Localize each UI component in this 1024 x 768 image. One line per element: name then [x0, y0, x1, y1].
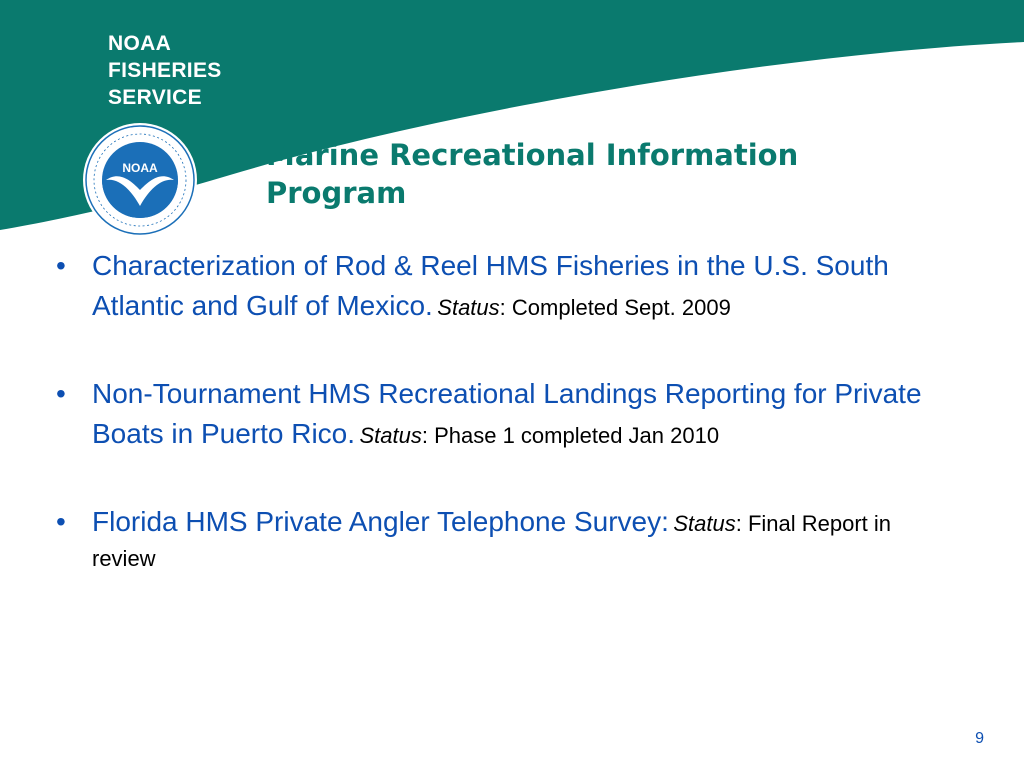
bullet-list — [56, 246, 936, 576]
status-label: Status — [437, 295, 500, 320]
status-label: Status — [673, 511, 736, 536]
status-label: Status — [359, 423, 422, 448]
status-value: : Completed Sept. 2009 — [499, 295, 731, 320]
bullet-text: Non-Tournament HMS Recreational Landings Reporting for Private Boats in Puerto Rico. — [92, 378, 922, 449]
bullet-status — [359, 423, 719, 448]
noaa-fisheries-logo-text — [108, 30, 222, 111]
bullet-marker: • — [56, 250, 66, 281]
brand-line-fisheries: FISHERIES — [108, 59, 222, 82]
status-value: : Phase 1 completed Jan 2010 — [421, 423, 720, 448]
bullet-marker: • — [56, 378, 66, 409]
status-value: : Final Report in review — [92, 511, 892, 571]
brand-line-noaa: NOAA — [108, 32, 172, 55]
bullet-text: Characterization of Rod & Reel HMS Fisheries in the U.S. South Atlantic and Gulf of Mexico. — [92, 250, 889, 321]
slide-title: Marine Recreational Information Program — [266, 138, 799, 210]
seal-label: NOAA — [122, 161, 158, 175]
bullet-item — [56, 374, 936, 454]
noaa-seal-icon — [82, 122, 198, 238]
bullet-item — [56, 502, 936, 576]
page-number: 9 — [975, 730, 984, 747]
bullet-text: Florida HMS Private Angler Telephone Survey: — [92, 506, 669, 537]
bullet-marker: • — [56, 506, 66, 537]
bullet-item — [56, 246, 936, 326]
brand-line-service: SERVICE — [108, 86, 202, 109]
bullet-status — [437, 295, 731, 320]
